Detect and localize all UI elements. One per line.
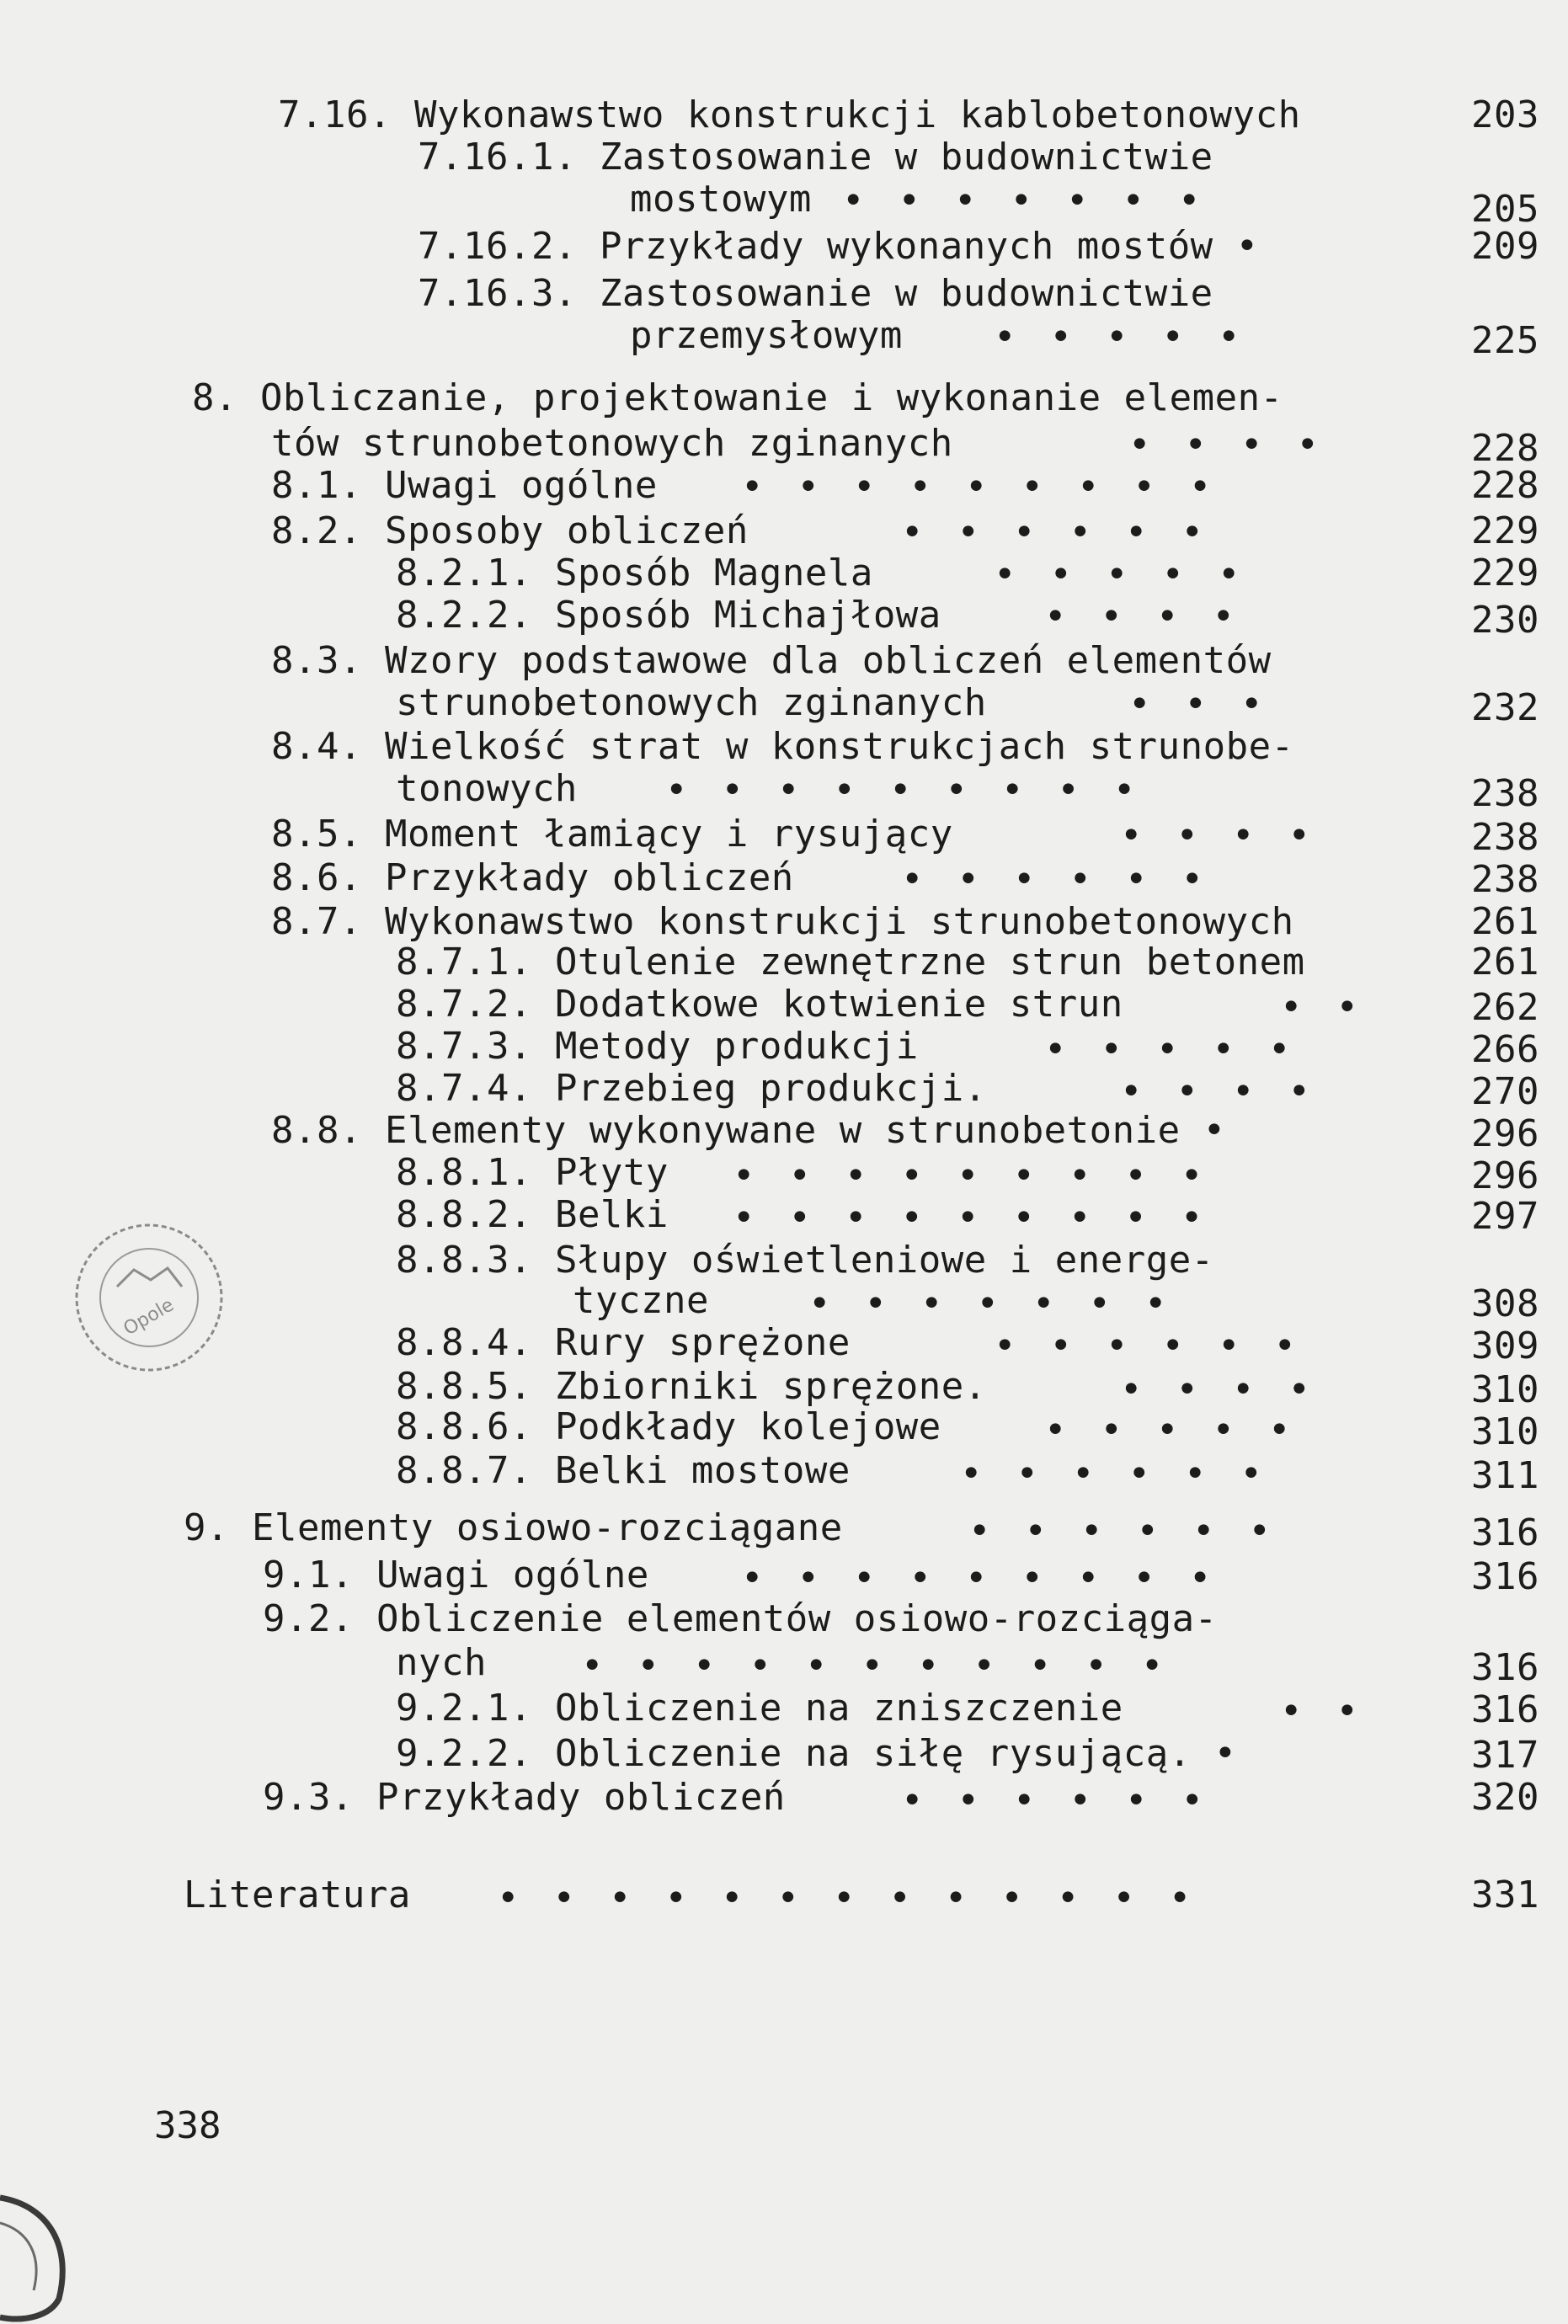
page-ref: 309 xyxy=(1471,1325,1539,1367)
leader-dots: ••••••••• xyxy=(665,769,1170,812)
entry-number: 8.8.5. xyxy=(396,1365,532,1408)
entry-number: 9.3. xyxy=(263,1776,354,1819)
leader-dots: ••••••• xyxy=(808,1282,1201,1325)
page-ref: 228 xyxy=(1471,464,1539,507)
page-ref: 316 xyxy=(1471,1511,1539,1554)
page-ref: 232 xyxy=(1471,686,1539,729)
leader-dots: •• xyxy=(1280,986,1392,1029)
entry-title: Przebieg produkcji. xyxy=(554,1067,987,1110)
toc-entry-8-2 xyxy=(271,510,749,552)
leader-dots: ••••• xyxy=(994,316,1274,359)
page-ref: 238 xyxy=(1471,816,1539,859)
page-ref: 238 xyxy=(1471,858,1539,901)
leader-dots: ••••••••••••• xyxy=(497,1877,1225,1920)
entry-continuation: mostowym xyxy=(630,178,812,221)
entry-continuation: tyczne xyxy=(573,1279,709,1322)
toc-entry-9-3 xyxy=(263,1777,786,1819)
entry-title: Sposoby obliczeń xyxy=(384,509,749,552)
entry-title: Dodatkowe kotwienie strun xyxy=(554,983,1123,1026)
entry-number: 8.5. xyxy=(271,813,362,856)
entry-title: Moment łamiący i rysujący xyxy=(384,813,953,856)
leader-dots: •••••• xyxy=(994,1325,1330,1367)
toc-entry-8-2-1 xyxy=(396,552,873,594)
entry-number: 9.2. xyxy=(263,1597,354,1640)
entry-title: Sposób Magnela xyxy=(554,552,873,594)
leader-dots: •••• xyxy=(1044,595,1268,638)
entry-title: Obliczenie na siłę rysującą. xyxy=(554,1732,1192,1775)
page-ref: 266 xyxy=(1471,1028,1539,1071)
toc-entry-8-7 xyxy=(271,901,1294,943)
entry-title: Obliczanie, projektowanie i wykonanie elemen- xyxy=(259,376,1283,419)
toc-entry-8-4 xyxy=(271,726,1294,768)
partial-stamp-icon xyxy=(0,2189,84,2324)
entry-number: 7.16.2. xyxy=(418,225,577,268)
page-ref: 310 xyxy=(1471,1410,1539,1453)
leader-dots: •••••• xyxy=(901,1779,1237,1822)
entry-continuation: tów strunobetonowych zginanych xyxy=(271,422,953,465)
toc-entry-7-16-3 xyxy=(418,273,1213,315)
leader-dots: •••••• xyxy=(960,1452,1296,1495)
leader-dots: ••• xyxy=(1128,683,1297,726)
page-ref: 320 xyxy=(1471,1776,1539,1819)
page-ref: 238 xyxy=(1471,772,1539,815)
entry-title: Zastosowanie w budownictwie xyxy=(599,136,1213,179)
entry-number: 7.16. xyxy=(278,93,392,136)
entry-title: Przykłady obliczeń xyxy=(376,1776,786,1819)
entry-number: 8.2.2. xyxy=(396,594,532,637)
leader-dots: ••••••••••• xyxy=(581,1644,1197,1687)
leader-dots: •••• xyxy=(1120,1368,1344,1411)
toc-entry-7-16 xyxy=(278,94,1301,136)
entry-title: Płyty xyxy=(554,1151,669,1194)
entry-number: 8. xyxy=(192,376,237,419)
leader-dots: •••• xyxy=(1128,424,1352,466)
toc-entry-8-5 xyxy=(271,813,953,856)
toc-entry-8-8: 8.8. Elementy wykonywane w strunobetonie • xyxy=(271,1109,1226,1152)
entry-title: Obliczenie na zniszczenie xyxy=(554,1687,1123,1730)
stamp-text: Opole xyxy=(120,1294,178,1341)
toc-entry-8-1 xyxy=(271,465,658,507)
entry-title: Wykonawstwo konstrukcji kablobetonowych xyxy=(413,93,1301,136)
toc-entry-8-7-1 xyxy=(396,941,1305,983)
entry-title: Elementy osiowo-rozciągane xyxy=(251,1506,843,1549)
entry-title: Przykłady wykonanych mostów xyxy=(599,225,1213,268)
toc-entry-8-7-4 xyxy=(396,1068,987,1110)
page-number: 338 xyxy=(154,2104,221,2147)
page-ref: 310 xyxy=(1471,1368,1539,1411)
page-ref: 261 xyxy=(1471,900,1539,943)
entry-number: 8.3. xyxy=(271,639,362,682)
toc-entry-9-2-1 xyxy=(396,1687,1123,1730)
toc-entry-literatura xyxy=(184,1874,411,1916)
toc-entry-8-8-1 xyxy=(396,1152,669,1194)
entry-number: 9. xyxy=(184,1506,229,1549)
page-ref: 296 xyxy=(1471,1112,1539,1155)
entry-continuation: tonowych xyxy=(396,767,578,810)
page-ref: 209 xyxy=(1471,225,1539,268)
toc-entry-8-8-4 xyxy=(396,1322,851,1364)
toc-entry-8-2-2 xyxy=(396,594,941,637)
entry-title: Uwagi ogólne xyxy=(376,1554,649,1596)
entry-title: Literatura xyxy=(184,1874,411,1916)
toc-entry-9 xyxy=(184,1507,843,1549)
library-stamp-icon xyxy=(71,1219,227,1376)
page-ref: 229 xyxy=(1471,509,1539,552)
entry-title: Podkłady kolejowe xyxy=(554,1405,941,1448)
entry-title: Sposób Michajłowa xyxy=(554,594,941,637)
toc-entry-7-16-2: 7.16.2. Przykłady wykonanych mostów • xyxy=(418,225,1259,268)
entry-number: 7.16.3. xyxy=(418,272,577,315)
leader-dots: •• xyxy=(1280,1690,1392,1733)
page-ref: 308 xyxy=(1471,1282,1539,1325)
entry-number: 8.2.1. xyxy=(396,552,532,594)
entry-title: Belki mostowe xyxy=(554,1449,851,1492)
entry-title: Belki xyxy=(554,1193,669,1236)
entry-number: 8.2. xyxy=(271,509,362,552)
entry-number: 8.7.4. xyxy=(396,1067,532,1110)
entry-number: 8.8.1. xyxy=(396,1151,532,1194)
page-ref: 316 xyxy=(1471,1555,1539,1598)
toc-entry-8-7-3 xyxy=(396,1026,919,1068)
entry-number: 8.8.7. xyxy=(396,1449,532,1492)
entry-number: 8.8.2. xyxy=(396,1193,532,1236)
toc-entry-9-2-2: 9.2.2. Obliczenie na siłę rysującą. • xyxy=(396,1732,1237,1775)
toc-entry-7-16-1 xyxy=(418,136,1213,179)
page-ref: 230 xyxy=(1471,599,1539,642)
page-ref: 317 xyxy=(1471,1734,1539,1777)
toc-entry-8-8-7 xyxy=(396,1450,851,1492)
leader-dots: •••• xyxy=(1120,1070,1344,1113)
entry-number: 8.1. xyxy=(271,464,362,507)
page-ref: 296 xyxy=(1471,1154,1539,1197)
leader-dots: ••••••• xyxy=(842,179,1235,222)
entry-continuation: przemysłowym xyxy=(630,314,903,357)
leader-dots: ••••••••• xyxy=(741,1557,1245,1600)
page-ref: 228 xyxy=(1471,427,1539,470)
leader-dots: ••••• xyxy=(1044,1028,1325,1071)
toc-entry-8 xyxy=(192,377,1283,419)
page-ref: 205 xyxy=(1471,188,1539,231)
toc-entry-8-8-2 xyxy=(396,1194,669,1236)
leader-dots: •••••• xyxy=(968,1510,1304,1553)
entry-title: Słupy oświetleniowe i energe- xyxy=(554,1239,1214,1282)
entry-title: Wielkość strat w konstrukcjach strunobe- xyxy=(384,725,1294,768)
toc-entry-8-7-2 xyxy=(396,983,1123,1026)
page-ref: 311 xyxy=(1471,1454,1539,1497)
entry-number: 8.7.1. xyxy=(396,941,532,983)
leader-dots: •••• xyxy=(1120,814,1344,857)
entry-title: Wykonawstwo konstrukcji strunobetonowych xyxy=(384,900,1294,943)
leader-dots: •••••• xyxy=(901,858,1237,901)
entry-number: 9.1. xyxy=(263,1554,354,1596)
entry-number: 8.4. xyxy=(271,725,362,768)
entry-number: 7.16.1. xyxy=(418,136,577,179)
page-ref: 262 xyxy=(1471,986,1539,1029)
leader-dots: •••••• xyxy=(901,511,1237,554)
page-ref: 203 xyxy=(1471,93,1539,136)
entry-continuation: nych xyxy=(396,1641,487,1684)
page-ref: 316 xyxy=(1471,1688,1539,1731)
entry-title: Metody produkcji xyxy=(554,1025,919,1068)
toc-entry-9-1 xyxy=(263,1554,649,1596)
entry-number: 9.2.1. xyxy=(396,1687,532,1730)
entry-number: 8.7.2. xyxy=(396,983,532,1026)
entry-title: Przykłady obliczeń xyxy=(384,856,794,899)
leader-dots: ••••••••• xyxy=(741,466,1245,509)
entry-title: Zbiorniki sprężone. xyxy=(554,1365,987,1408)
leader-dots: ••••••••• xyxy=(733,1154,1237,1197)
page-ref: 270 xyxy=(1471,1070,1539,1113)
entry-number: 8.8. xyxy=(271,1109,362,1152)
entry-title: Elementy wykonywane w strunobetonie xyxy=(384,1109,1181,1152)
entry-title: Wzory podstawowe dla obliczeń elementów xyxy=(384,639,1272,682)
leader-dots: ••••• xyxy=(1044,1409,1325,1452)
toc-entry-8-3 xyxy=(271,640,1272,682)
page-ref: 229 xyxy=(1471,552,1539,594)
entry-title: Obliczenie elementów osiowo-rozciąga- xyxy=(376,1597,1218,1640)
toc-entry-8-8-5 xyxy=(396,1366,987,1408)
page-ref: 331 xyxy=(1471,1874,1539,1916)
leader-dots: ••••• xyxy=(994,553,1274,596)
entry-number: 9.2.2. xyxy=(396,1732,532,1775)
entry-number: 8.8.4. xyxy=(396,1321,532,1364)
entry-title: Rury sprężone xyxy=(554,1321,851,1364)
entry-title: Otulenie zewnętrzne strun betonem xyxy=(554,941,1305,983)
entry-continuation: strunobetonowych zginanych xyxy=(396,681,987,724)
page-ref: 261 xyxy=(1471,941,1539,983)
entry-title: Zastosowanie w budownictwie xyxy=(599,272,1213,315)
entry-number: 8.8.3. xyxy=(396,1239,532,1282)
entry-title: Uwagi ogólne xyxy=(384,464,658,507)
toc-entry-8-8-6 xyxy=(396,1406,941,1448)
toc-entry-8-6 xyxy=(271,857,794,899)
toc-entry-9-2 xyxy=(263,1598,1218,1640)
leader-dots: ••••••••• xyxy=(733,1197,1237,1239)
entry-number: 8.8.6. xyxy=(396,1405,532,1448)
page-ref: 297 xyxy=(1471,1195,1539,1238)
entry-number: 8.6. xyxy=(271,856,362,899)
toc-entry-8-8-3 xyxy=(396,1239,1214,1282)
entry-number: 8.7. xyxy=(271,900,362,943)
page-ref: 225 xyxy=(1471,319,1539,362)
entry-number: 8.7.3. xyxy=(396,1025,532,1068)
page-ref: 316 xyxy=(1471,1646,1539,1689)
